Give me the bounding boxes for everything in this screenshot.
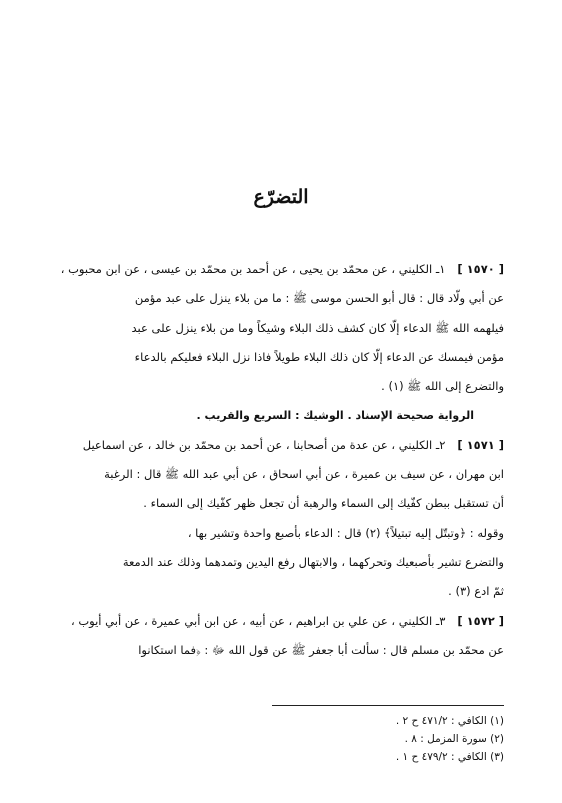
text-line: ثمّ ادع (٣) . [448, 584, 504, 599]
text-line: عن محمّد بن مسلم قال : سألت أبا جعفر ﷺ عن قول الله ﷻ : ﴿فما استكانوا [138, 642, 504, 657]
footnote: (٣) الكافي : ٤٧٩/٢ ح ١ . [395, 751, 504, 763]
text-line: فيلهمه الله ﷺ الدعاء إلّا كان كشف ذلك البلاء وشيكاً وما من بلاء ينزل على عبد [131, 320, 504, 335]
hadith-number: [ ١٥٧٠ ] [457, 262, 504, 276]
line-text: ١ـ الكليني ، عن محمّد بن يحيى ، عن أحمد بن محمّد بن عيسى ، عن ابن محبوب ، [60, 262, 446, 276]
footnote: (١) الكافي : ٤٧١/٢ ح ٢ . [395, 715, 504, 727]
hadith-number: [ ١٥٧٢ ] [457, 613, 504, 628]
text-line: أن تستقبل ببطن كفّيك إلى السماء والرهبة أن تجعل ظهر كفّيك إلى السماء . [143, 496, 504, 511]
text-line: والتضرع تشير بأصبعيك وتحركهما ، والابتهال رفع اليدين وتمدهما وذلك عند الدمعة [122, 554, 504, 569]
hadith-number: [ ١٥٧١ ] [457, 437, 504, 452]
text-line [58, 607, 504, 636]
text-line: عن أبي ولّاد قال : قال أبو الحسن موسى ﷺ : ما من بلاء ينزل على عبد مؤمن [134, 291, 504, 306]
line-text: ٢ـ الكليني ، عن عدة من أصحابنا ، عن أحمد بن محمّد بن خالد ، عن اسماعيل [82, 437, 446, 452]
text-line: وقوله : ﴿وتبتّل إليه تبتيلاً﴾ (٢) قال : الدعاء بأصبع واحدة وتشير بها ، [187, 525, 504, 540]
line-text: ٣ـ الكليني ، عن علي بن ابراهيم ، عن أبيه ، عن ابن أبي عميرة ، عن أبي أيوب ، [70, 613, 446, 628]
text-line: ابن مهران ، عن سيف بن عميرة ، عن أبي اسحاق ، عن أبي عبد الله ﷺ قال : الرغبة [104, 467, 504, 482]
footnote: (٢) سورة المزمل : ٨ . [404, 733, 504, 745]
footnotes [58, 712, 504, 766]
footnote-separator [272, 705, 504, 706]
text-line: والتضرع إلى الله ﷺ (١) . [381, 379, 504, 394]
text-line: مؤمن فيمسك عن الدعاء إلّا كان ذلك البلاء طويلاً فاذا نزل البلاء فعليكم بالدعاء [134, 349, 504, 364]
isnad-note: الرواية صحيحة الإسناد . الوشيك : السريع والقريب . [196, 409, 474, 423]
text-line [58, 255, 504, 284]
body-text [58, 255, 504, 665]
page-title: التضرّع [253, 186, 309, 208]
text-line [58, 431, 504, 460]
